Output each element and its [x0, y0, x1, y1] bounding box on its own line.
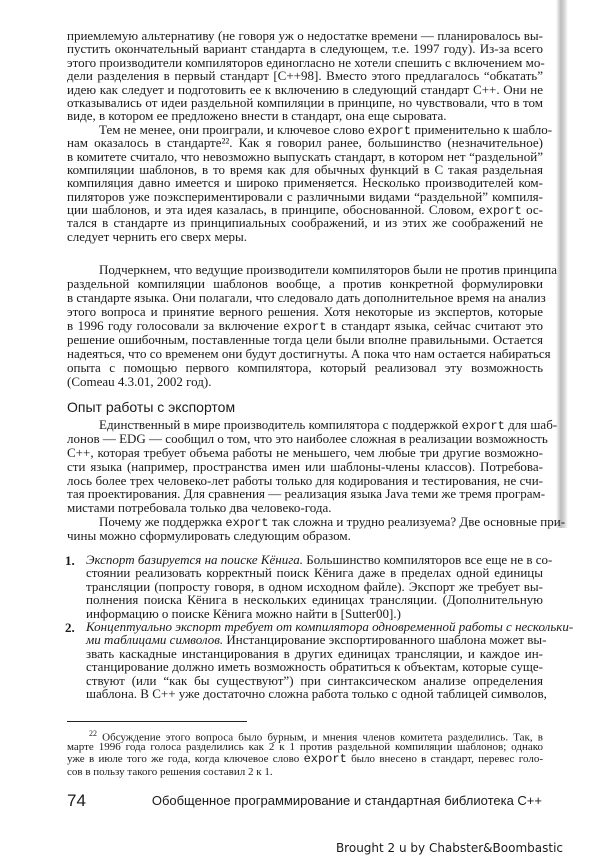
text-line: трансляции (попросту говоря, в одном исходном файле). Экспорт же требует вы- [86, 578, 543, 594]
text-line: ми таблицами символов. Инстанцирование экспортированного шаблона может вы- [86, 632, 547, 648]
text-line: шаблона. В C++ уже достаточно сложна работа только с одной таблицей символов, [86, 685, 547, 701]
list-lead: Концептуально экспорт требует от компилятора одновременной работы с нескольки- [86, 619, 574, 634]
code-keyword: export [225, 516, 269, 531]
text-line: сти языка (например, пространства имен или шаблоны-члены классов). Потребова- [67, 458, 543, 474]
footnote [67, 728, 543, 778]
text-line: C++, которая требует объема работы не меньшего, чем любые три другие возможно- [67, 444, 543, 460]
text-line: этого производители компиляторов единогласно не хотели спешить с включением мо- [67, 54, 545, 70]
text-line: дели разделения в первый стандарт [C++98]. Вместо этого предлагалось “обкатать” [67, 68, 543, 84]
text-line: (Comeau 4.3.01, 2002 год). [67, 374, 212, 389]
footnote-line: марте 1996 года голоса разделились как 2 к 1 против раздельной компиляции шаблонов; однако [67, 740, 543, 753]
footnote-line: уже в июле того же года, когда ключевое слово export было внесено в стандарт, перевес голо- [67, 752, 543, 767]
text-line: приемлемую альтернативу (не говоря уж о недостатке времени — планировалось вы- [67, 28, 543, 43]
text-line [67, 619, 574, 634]
code-keyword: export [367, 123, 411, 138]
list-item [65, 619, 574, 701]
text-line: компиляции шаблонов, в то время как для обычных функций в C такая раздельная [67, 161, 543, 177]
text-line: Почему же поддержка export так сложна и трудно реализуема? Две основные при- [99, 514, 566, 531]
text-line: мистами потребовала только два человеко-года. [67, 500, 332, 516]
body-text-export [67, 417, 566, 544]
text-line: ции шаблонов, и эта идея казалась, в принципе, обоснованной. Словом, export ос- [67, 202, 543, 219]
text-line: нам оказалось в стандарте²². Как я говорил ранее, большинство (незначительное) [67, 135, 543, 151]
paragraph-emphasis [67, 262, 557, 389]
text-line: лонов — EDG — сообщил о том, что это наиболее сложная в реализации возможность [67, 430, 548, 446]
running-footer-title: Обобщенное программирование и стандартная библиотека C++ [151, 793, 542, 808]
page-edge-shadow [556, 0, 568, 528]
text-line: чины можно сформулировать следующим образом. [67, 528, 351, 544]
footnote-rule [67, 721, 247, 722]
text-line: раздельной компиляции шаблонов вообще, а против конкретной формулировки [67, 276, 543, 291]
text-line: информацию о поиске Кёнига можно найти в [Sutter00].) [86, 605, 401, 621]
footnote-line: сов в пользу такого решения составил 2 к 1. [67, 765, 273, 778]
list-lead: Экспорт базируется на поиске Кёнига. [86, 552, 304, 567]
text-line: следует чернить его сверх меры. [67, 228, 247, 244]
text-line: ствуют (или “как бы существуют”) при синтаксическом анализе определения [86, 672, 543, 688]
text-line: звать каскадные инстанцирования в других единицах трансляции, и каждое ин- [86, 645, 543, 661]
text-line: в стандарте языка. Они полагали, что следовало дать дополнительное время на анализ [67, 290, 546, 305]
list-number: 2. [65, 620, 75, 635]
text-line: идею как следует и подготовить ее к включению в следующий стандарт C++. Они не [67, 81, 543, 97]
text-line: полнения поиска Кёнига в нескольких единицах трансляции. (Дополнительную [86, 592, 543, 608]
list-lead: ми таблицами символов. [86, 632, 224, 648]
text-line: надеяться, что со временем они будут достигнуты. А пока что нам остается набираться [67, 346, 551, 361]
code-keyword: export [478, 204, 522, 219]
text-line: тая проектирования. Для сравнения — реализация языка Java теми же тремя програм- [67, 486, 546, 502]
list-item [65, 552, 553, 621]
text-line: в комитете считало, что невозможно выпускать стандарт, в котором нет “раздельной” [67, 148, 543, 164]
watermark-text: Brought 2 u by Chabster&Boombastic [335, 841, 563, 855]
text-line: Подчеркнем, что ведущие производители компиляторов были не против принципа [99, 262, 557, 277]
text-line: стоянии реализовать корректный поиск Кёнига даже в пределах одной единицы [86, 565, 543, 581]
text-line: пустить окончательный вариант стандарта в следующем, т.е. 1997 году). Из-за всего [67, 41, 543, 57]
text-line: тался в стандарте из принципиальных соображений, и из этих же соображений не [67, 215, 543, 231]
text-line: лось более трех человеко-лет работы только для кодирования и тестирования, не счи- [67, 472, 543, 488]
footnote-marker: 22 [89, 729, 97, 738]
text-line: компиляция давно имеется и широко применяется. Несколько производителей ком- [67, 175, 543, 191]
body-text-top [67, 28, 553, 244]
code-keyword: export [303, 752, 347, 767]
text-line: Единственный в мире производитель компилятора с поддержкой export для шаб- [99, 417, 558, 433]
text-line: в 1996 году голосовали за включение export в стандарт языка, сейчас считают это [67, 318, 543, 334]
text-line: отказывались от идеи раздельной компиляции в принципе, но чувствовали, что в том [67, 94, 543, 110]
footnote-line: $^{22}$ Обсуждение этого вопроса было бурным, и мнения членов комитета разделились. Так, в [89, 729, 543, 744]
section-heading: Опыт работы с экспортом [67, 399, 236, 415]
text-line: станцирование должно иметь возможность обратиться к объектам, которые суще- [86, 659, 543, 675]
text-line: решение ошибочным, поставленные тогда цели были вполне правильными. Остается [67, 332, 543, 347]
text-line: пиляторов уже поэкспериментировали с различными видами “раздельной” компиля- [67, 188, 543, 204]
list-number: 1. [65, 553, 75, 568]
text-line: виде, в котором ее предложено внести в стандарт, она еще сыровата. [67, 108, 447, 124]
text-line: Тем не менее, они проиграли, и ключевое слово export применительно к шабло- [99, 121, 553, 138]
text-line: этого вопроса и принятие верного решения. Хотя некоторые из экспертов, которые [67, 304, 543, 319]
text-line: Экспорт базируется на поиске Кёнига. Большинство компиляторов все еще не в со- [86, 552, 553, 567]
code-keyword: export [283, 320, 327, 334]
text-line: опыта с помощью первого компилятора, который реализовал эту возможность [67, 360, 543, 375]
page-number: 74 [67, 791, 86, 810]
code-keyword: export [461, 419, 505, 433]
